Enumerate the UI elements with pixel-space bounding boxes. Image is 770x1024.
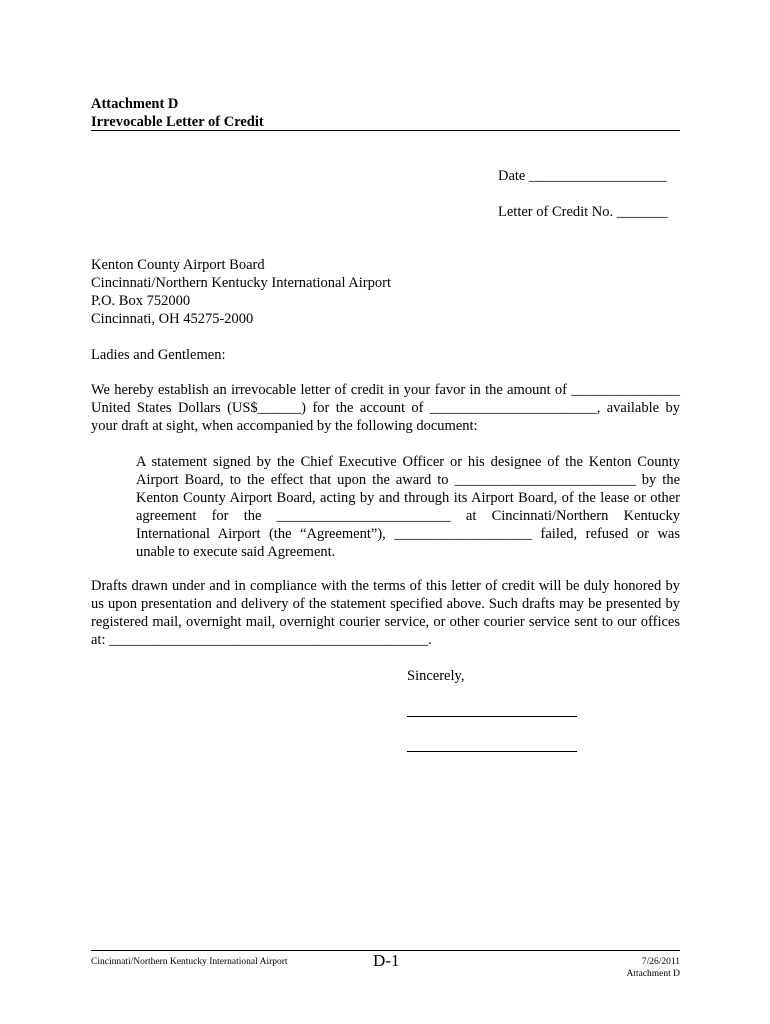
footer-date: 7/26/2011 — [641, 957, 680, 967]
paragraph-1-line-1: We hereby establish an irrevocable letter of credit in your favor in the amount of _______________ — [91, 382, 680, 398]
title-rule — [91, 130, 680, 131]
paragraph-2-line-3: registered mail, overnight mail, overnight courier service, or other courier service sent to our offices — [91, 614, 680, 630]
addressee-line-1: Kenton County Airport Board — [91, 257, 265, 273]
signature-line-2 — [407, 751, 577, 752]
addressee-line-3: P.O. Box 752000 — [91, 293, 191, 309]
signature-line-1 — [407, 716, 577, 717]
footer-organization: Cincinnati/Northern Kentucky International Airport — [91, 957, 288, 967]
attachment-label: Attachment D — [91, 96, 179, 112]
paragraph-2 — [91, 577, 680, 649]
statement-line-5: International Airport (the “Agreement”), ___________________ failed, refused or was — [136, 526, 680, 542]
salutation: Ladies and Gentlemen: — [91, 347, 226, 363]
document-title: Irrevocable Letter of Credit — [91, 114, 264, 130]
footer-attachment: Attachment D — [626, 969, 680, 979]
closing: Sincerely, — [407, 668, 465, 684]
paragraph-1 — [91, 381, 680, 435]
paragraph-2-line-1: Drafts drawn under and in compliance with the terms of this letter of credit will be duly honored by — [91, 578, 680, 594]
statement-line-6: unable to execute said Agreement. — [136, 544, 336, 560]
statement-line-4: agreement for the ________________________ at Cincinnati/Northern Kentucky — [136, 508, 680, 524]
statement-block — [136, 453, 680, 561]
paragraph-2-line-4: at: ____________________________________________. — [91, 632, 432, 648]
paragraph-2-line-2: us upon presentation and delivery of the statement specified above. Such drafts may be presented by — [91, 596, 680, 612]
statement-line-1: A statement signed by the Chief Executive Officer or his designee of the Kenton County — [136, 454, 680, 470]
addressee-line-2: Cincinnati/Northern Kentucky International Airport — [91, 275, 391, 291]
letter-of-credit-number-field: Letter of Credit No. _______ — [498, 204, 668, 220]
statement-line-2: Airport Board, to the effect that upon the award to _________________________ by the — [136, 472, 680, 488]
paragraph-1-line-3: your draft at sight, when accompanied by the following document: — [91, 418, 478, 434]
addressee-line-4: Cincinnati, OH 45275-2000 — [91, 311, 254, 327]
date-field: Date ___________________ — [498, 168, 667, 184]
page-number: D-1 — [373, 951, 400, 970]
statement-line-3: Kenton County Airport Board, acting by and through its Airport Board, of the lease or other — [136, 490, 680, 506]
paragraph-1-line-2: United States Dollars (US$______) for the account of _______________________, available by — [91, 400, 680, 416]
